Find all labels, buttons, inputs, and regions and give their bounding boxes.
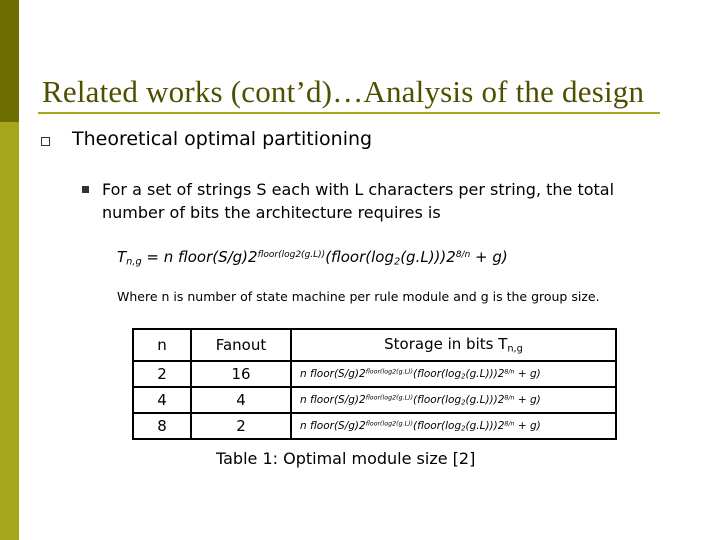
formula-note: Where n is number of state machine per rule module and g is the group size. [117, 289, 600, 304]
table-row [133, 361, 616, 387]
cf-sub: 2 [461, 424, 466, 433]
side-bar-light [0, 122, 19, 540]
cf-mid: (floor(log [413, 367, 462, 380]
cf-start: n floor(S/g)2 [300, 419, 366, 432]
cf-mid2: (g.L)))2 [465, 367, 505, 380]
cf-end: + g) [514, 367, 541, 380]
cf-exp-1: floor(log2(g.L)) [365, 368, 413, 376]
cf-sub: 2 [461, 372, 466, 381]
cf-exp-2: 8/n [504, 394, 515, 402]
cf-start: n floor(S/g)2 [300, 393, 366, 406]
cf-start: n floor(S/g)2 [300, 367, 366, 380]
header-storage [291, 329, 616, 361]
cf-mid2: (g.L)))2 [465, 393, 505, 406]
cell-n: 4 [133, 387, 191, 413]
formula-rhs-start: = n floor(S/g)2 [141, 248, 258, 266]
cell-storage-formula [291, 413, 616, 439]
slide-title: Related works (cont’d)…Analysis of the design [42, 74, 645, 109]
formula-exponent-2: 8/n [455, 250, 471, 261]
table-row [133, 387, 616, 413]
cell-n: 8 [133, 413, 191, 439]
cell-n: 2 [133, 361, 191, 387]
cf-exp-2: 8/n [504, 368, 515, 376]
cell-storage-formula [291, 361, 616, 387]
table-caption: Table 1: Optimal module size [2] [216, 449, 476, 468]
cell-storage-formula [291, 387, 616, 413]
sub-bullet-icon [82, 186, 89, 193]
cf-mid: (floor(log [413, 419, 462, 432]
bullet-2-text: For a set of strings S each with L characters per string, the total number of bits the architecture requires is [102, 180, 615, 222]
header-n: n [133, 329, 191, 361]
cf-end: + g) [514, 393, 541, 406]
header-storage-label: Storage in bits T [384, 335, 508, 354]
formula-lhs-subscript: n,g [126, 256, 142, 268]
formula-exponent-1: floor(log2(g.L)) [257, 250, 326, 261]
cell-fanout: 4 [191, 387, 291, 413]
title-underline [38, 112, 660, 114]
cf-mid2: (g.L)))2 [465, 419, 505, 432]
side-bar-dark [0, 0, 19, 122]
formula-rhs-mid2: (g.L)))2 [400, 248, 456, 266]
cf-end: + g) [514, 419, 541, 432]
header-fanout: Fanout [191, 329, 291, 361]
table-row [133, 413, 616, 439]
cf-exp-2: 8/n [504, 420, 515, 428]
bullet-1-text: Theoretical optimal partitioning [72, 128, 373, 150]
table-header-row [133, 329, 616, 361]
cell-fanout: 2 [191, 413, 291, 439]
formula-rhs-mid: (floor(log [325, 248, 394, 266]
cf-mid: (floor(log [413, 393, 462, 406]
header-storage-subscript: n,g [507, 343, 523, 355]
storage-formula [117, 248, 508, 267]
formula-log-base: 2 [393, 256, 401, 268]
formula-lhs: T [117, 248, 127, 266]
cf-exp-1: floor(log2(g.L)) [365, 420, 413, 428]
cf-exp-1: floor(log2(g.L)) [365, 394, 413, 402]
cell-fanout: 16 [191, 361, 291, 387]
optimal-module-table [132, 328, 617, 440]
cf-sub: 2 [461, 398, 466, 407]
bullet-square-icon [41, 137, 50, 146]
formula-rhs-end: + g) [470, 248, 508, 266]
